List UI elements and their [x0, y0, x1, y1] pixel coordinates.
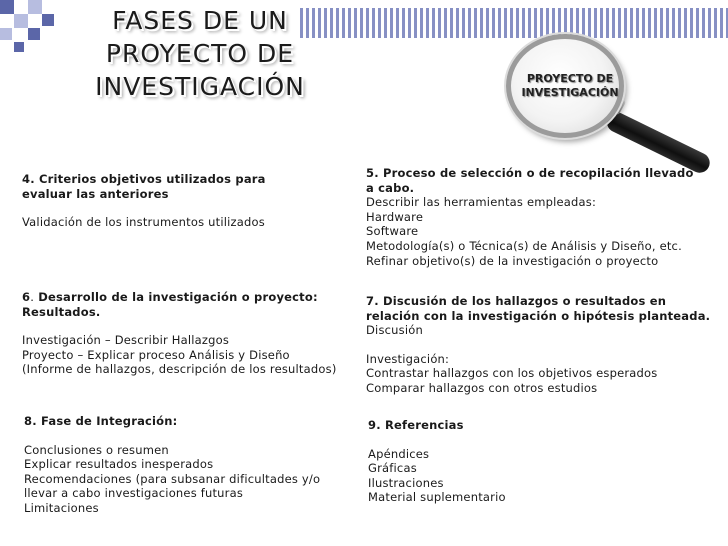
- decor-stripe: [366, 8, 369, 38]
- section-line: Contrastar hallazgos con los objetivos esperados: [366, 366, 658, 381]
- spacer: [22, 201, 266, 215]
- section-line: Investigación:: [366, 351, 450, 366]
- decor-stripe: [384, 8, 387, 38]
- decor-stripe: [420, 8, 423, 38]
- decor-stripe: [492, 8, 495, 38]
- magnifying-glass-icon: [498, 30, 728, 160]
- decor-stripe: [462, 8, 465, 38]
- decor-stripe: [450, 8, 453, 38]
- decor-stripe: [474, 8, 477, 38]
- section-4: [22, 172, 266, 230]
- decor-stripe: [408, 8, 411, 38]
- title-line: PROYECTO DE: [105, 39, 295, 68]
- section-line: Metodología(s) o Técnica(s) de Análisis y Diseño, etc.: [366, 238, 682, 253]
- decor-stripe: [396, 8, 399, 38]
- section-heading: a cabo.: [366, 180, 415, 195]
- decor-square: [0, 0, 14, 14]
- spacer: [24, 429, 320, 443]
- decor-square: [28, 0, 42, 14]
- section-7: [366, 294, 710, 396]
- decor-stripe: [342, 8, 345, 38]
- heading-text: Desarrollo de la investigación o proyecto:: [34, 290, 318, 304]
- decor-stripe: [444, 8, 447, 38]
- decor-square: [42, 14, 54, 26]
- decor-square: [14, 42, 24, 52]
- heading-number: 6: [22, 290, 31, 304]
- section-line: llevar a cabo investigaciones futuras: [24, 486, 244, 501]
- section-heading: relación con la investigación o hipótesis planteada.: [366, 308, 711, 323]
- lens-label: [511, 72, 629, 100]
- decor-stripe: [468, 8, 471, 38]
- decor-stripe: [390, 8, 393, 38]
- decor-stripe: [486, 8, 489, 38]
- magnifier-lens: [506, 34, 624, 138]
- decor-stripe: [438, 8, 441, 38]
- section-line: Gráficas: [368, 461, 417, 476]
- section-heading: 9. Referencias: [368, 418, 464, 432]
- spacer: [366, 338, 710, 352]
- decor-square: [28, 28, 40, 40]
- section-line: (Informe de hallazgos, descripción de los resultados): [22, 362, 337, 377]
- title-line: INVESTIGACIÓN: [95, 72, 305, 101]
- section-line: Describir las herramientas empleadas:: [366, 195, 597, 210]
- title-line: FASES DE UN: [112, 6, 288, 35]
- decor-stripe: [402, 8, 405, 38]
- decor-stripe: [456, 8, 459, 38]
- section-heading: [22, 290, 337, 305]
- section-line: Limitaciones: [24, 500, 99, 515]
- section-heading: 5. Proceso de selección o de recopilación llevado: [366, 166, 694, 180]
- lens-label-line: PROYECTO DE: [526, 72, 614, 85]
- section-heading: evaluar las anteriores: [22, 186, 169, 201]
- section-6: [22, 290, 337, 377]
- section-9: [368, 418, 506, 505]
- section-line: Discusión: [366, 323, 423, 338]
- spacer: [368, 433, 506, 447]
- decor-square: [0, 28, 12, 40]
- decor-stripe: [426, 8, 429, 38]
- section-line: Comparar hallazgos con otros estudios: [366, 380, 598, 395]
- section-line: Ilustraciones: [368, 475, 444, 490]
- section-line: Recomendaciones (para subsanar dificultades y/o: [24, 471, 321, 486]
- section-heading: 8. Fase de Integración:: [24, 414, 178, 428]
- section-line: Apéndices: [368, 446, 430, 461]
- heading-dot: .: [30, 290, 35, 304]
- section-5: [366, 166, 694, 268]
- decor-stripe: [378, 8, 381, 38]
- decor-square: [14, 14, 28, 28]
- section-line: Conclusiones o resumen: [24, 442, 169, 457]
- spacer: [22, 319, 337, 333]
- decor-stripe: [372, 8, 375, 38]
- section-line: Refinar objetivo(s) de la investigación o proyecto: [366, 253, 659, 268]
- section-heading: 7. Discusión de los hallazgos o resultados en: [366, 294, 667, 308]
- decor-stripe: [348, 8, 351, 38]
- section-line: Proyecto – Explicar proceso Análisis y Diseño: [22, 347, 290, 362]
- section-line: Validación de los instrumentos utilizados: [22, 215, 265, 230]
- decor-stripe: [360, 8, 363, 38]
- section-heading: Resultados.: [22, 304, 101, 319]
- section-line: Material suplementario: [368, 490, 506, 505]
- section-line: Hardware: [366, 209, 424, 224]
- decor-stripe: [354, 8, 357, 38]
- decor-stripe: [480, 8, 483, 38]
- section-heading: 4. Criterios objetivos utilizados para: [22, 172, 266, 186]
- section-8: [24, 414, 320, 516]
- decor-stripe: [414, 8, 417, 38]
- lens-label-line: INVESTIGACIÓN: [521, 86, 619, 99]
- slide-title: [60, 4, 340, 103]
- section-line: Software: [366, 224, 419, 239]
- decor-stripe: [432, 8, 435, 38]
- section-line: Explicar resultados inesperados: [24, 457, 214, 472]
- section-line: Investigación – Describir Hallazgos: [22, 333, 230, 348]
